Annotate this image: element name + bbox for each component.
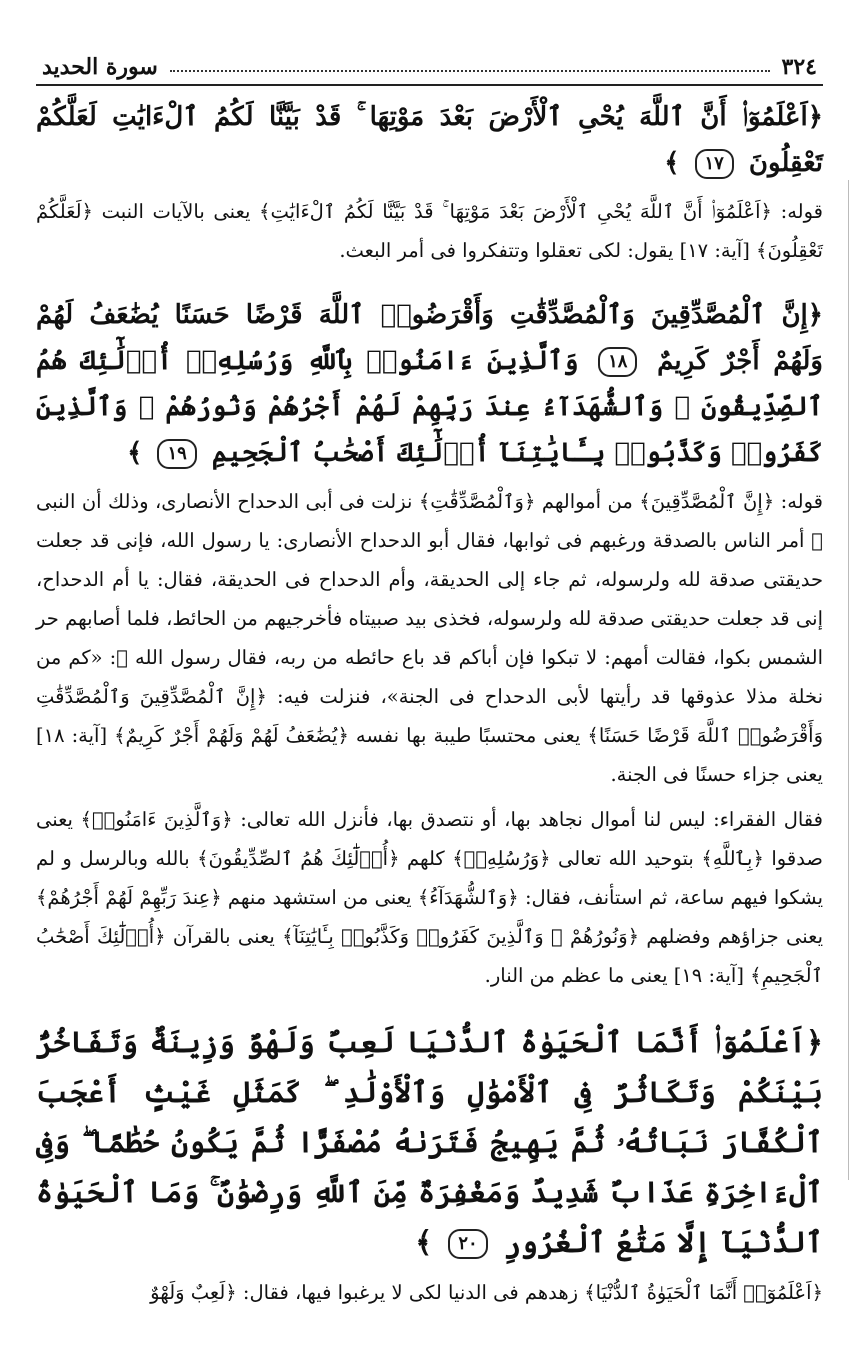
tafsir-20: ﴿اَعْلَمُوٓا۟ أَنَّمَا ٱلْحَيَوٰةُ ٱلدُّنْيَا﴾ زهدهم فى الدنيا لكى لا يرغبوا فيها، فقال: ﴿لَعِبٌ وَلَهْوٌ bbox=[150, 1281, 823, 1304]
surah-name: سورة الحديد bbox=[42, 54, 158, 80]
page-number: ٣٢٤ bbox=[781, 54, 817, 80]
verse-20 bbox=[36, 1017, 823, 1267]
ayah-number-18: ١٨ bbox=[598, 347, 637, 377]
divider bbox=[36, 276, 823, 284]
verse-19-close-bracket: ﴾ bbox=[127, 438, 143, 468]
page-header bbox=[36, 40, 823, 86]
ayah-number-20: ٢٠ bbox=[448, 1229, 487, 1259]
verse-19-text: وَٱلَّذِينَ ءَامَنُوا۟ بِٱللَّهِ وَرُسُلِهِۦٓ أُو۟لَٰٓئِكَ هُمُ ٱلصِّدِّيقُونَ ۖ وَٱلشُّهَدَآءُ عِندَ رَبِّهِمْ لَهُمْ أَجْرُهُمْ وَنُورُهُمْ ۖ وَٱلَّذِينَ كَفَرُوا۟ وَكَذَّبُوا۟ بِـَٔايَٰتِنَآ أُو۟لَٰٓئِكَ أَصْحَٰبُ ٱلْجَحِيمِ bbox=[36, 346, 823, 468]
divider bbox=[36, 1001, 823, 1009]
tafsir-18-part1: قوله: ﴿إِنَّ ٱلْمُصَّدِّقِينَ﴾ من أموالهم ﴿وَٱلْمُصَّدِّقَٰتِ﴾ نزلت فى أبى الدحداح الأنصارى، وذلك أن النبى ﷺ أمر الناس بالصدقة ورغبهم فى ثوابها، فقال أبو الدحداح الأنصارى: يا رسول الله، فإنى قد جعلت حديقتى صدقة لله ولرسوله، ثم جاء إلى الحديقة، وأم الدحداح فى الحديقة، فقال: يا أم الدحداح، إنى قد جعلت حديقتى صدقة لله ولرسوله، فخذى بيد صبيتاه فأخرجيهم من الحائط، فلما أصابهم حر الشمس بكوا، فقالت أمهم: لا تبكوا فإن أباكم قد باع حائطه من ربه، فقال رسول الله ﷺ: «كم من نخلة مذلا عذوقها قد رأيتها لأبى الدحداح فى الجنة»، فنزلت فيه: ﴿إِنَّ ٱلْمُصَّدِّقِينَ وَٱلْمُصَّدِّقَٰتِ وَأَقْرَضُوا۟ ٱللَّهَ قَرْضًا حَسَنًا﴾ يعنى محتسبًا طيبة بها نفسه ﴿يُضَٰعَفُ لَهُمْ وَلَهُمْ أَجْرٌ كَرِيمٌ﴾ [آية: ١٨] يعنى جزاء حسنًا فى الجنة. bbox=[36, 490, 823, 786]
verse-18-text: ﴿إِنَّ ٱلْمُصَّدِّقِينَ وَٱلْمُصَّدِّقَٰتِ وَأَقْرَضُوا۟ ٱللَّهَ قَرْضًا حَسَنًا يُضَٰعَفُ لَهُمْ وَلَهُمْ أَجْرٌ كَرِيمٌ bbox=[36, 300, 823, 376]
margin-line bbox=[848, 180, 849, 1180]
ayah-number-17: ١٧ bbox=[695, 149, 734, 179]
verse-20-text: ﴿اَعْلَمُوٓا۟ أَنَّمَا ٱلْحَيَوٰةُ ٱلدُّنْيَا لَعِبٌ وَلَهْوٌ وَزِينَةٌ وَتَفَاخُرٌۢ بَيْنَكُمْ وَتَكَاثُرٌ فِى ٱلْأَمْوَٰلِ وَٱلْأَوْلَٰدِ ۖ كَمَثَلِ غَيْثٍ أَعْجَبَ ٱلْكُفَّارَ نَبَاتُهُۥ ثُمَّ يَهِيجُ فَتَرَىٰهُ مُصْفَرًّا ثُمَّ يَكُونُ حُطَٰمًا ۖ وَفِى ٱلْءَاخِرَةِ عَذَابٌ شَدِيدٌ وَمَغْفِرَةٌ مِّنَ ٱللَّهِ وَرِضْوَٰنٌ ۚ وَمَا ٱلْحَيَوٰةُ ٱلدُّنْيَآ إِلَّا مَتَٰعُ ٱلْغُرُورِ bbox=[36, 1025, 823, 1259]
tafsir-17: قوله: ﴿اَعْلَمُوٓا۟ أَنَّ ٱللَّهَ يُحْىِ ٱلْأَرْضَ بَعْدَ مَوْتِهَا ۚ قَدْ بَيَّنَّا لَكُمُ ٱلْءَايَٰتِ﴾ يعنى بالآيات النبت ﴿لَعَلَّكُمْ تَعْقِلُونَ﴾ [آية: ١٧] يقول: لكى تعقلوا وتتفكروا فى أمر البعث. bbox=[36, 200, 823, 262]
ayah-number-19: ١٩ bbox=[157, 439, 196, 469]
header-dotted-leader bbox=[170, 70, 770, 72]
verse-20-close-bracket: ﴾ bbox=[415, 1225, 433, 1259]
verse-17-text: ﴿اَعْلَمُوٓا۟ أَنَّ ٱللَّهَ يُحْىِ ٱلْأَرْضَ بَعْدَ مَوْتِهَا ۚ قَدْ بَيَّنَّا لَكُمُ ٱلْءَايَٰتِ لَعَلَّكُمْ تَعْقِلُونَ bbox=[36, 102, 823, 178]
verse-17-close-bracket: ﴾ bbox=[664, 148, 680, 178]
verse-17 bbox=[36, 94, 823, 186]
verse-18-19 bbox=[36, 292, 823, 476]
tafsir-18-part2: فقال الفقراء: ليس لنا أموال نجاهد بها، أو نتصدق بها، فأنزل الله تعالى: ﴿وَٱلَّذِينَ ءَامَنُوا۟﴾ يعنى صدقوا ﴿بِٱللَّهِ﴾ بتوحيد الله تعالى ﴿وَرُسُلِهِۦٓ﴾ كلهم ﴿أُو۟لَٰٓئِكَ هُمُ ٱلصِّدِّيقُونَ﴾ بالله وبالرسل و لم يشكوا فيهم ساعة، ثم استأنف، فقال: ﴿وَٱلشُّهَدَآءُ﴾ يعنى من استشهد منهم ﴿عِندَ رَبِّهِمْ لَهُمْ أَجْرُهُمْ﴾ يعنى جزاؤهم وفضلهم ﴿وَنُورُهُمْ ۖ وَٱلَّذِينَ كَفَرُوا۟ وَكَذَّبُوا۟ بِـَٔايَٰتِنَآ﴾ يعنى بالقرآن ﴿أُو۟لَٰٓئِكَ أَصْحَٰبُ ٱلْجَحِيمِ﴾ [آية: ١٩] يعنى ما عظم من النار. bbox=[36, 808, 823, 987]
